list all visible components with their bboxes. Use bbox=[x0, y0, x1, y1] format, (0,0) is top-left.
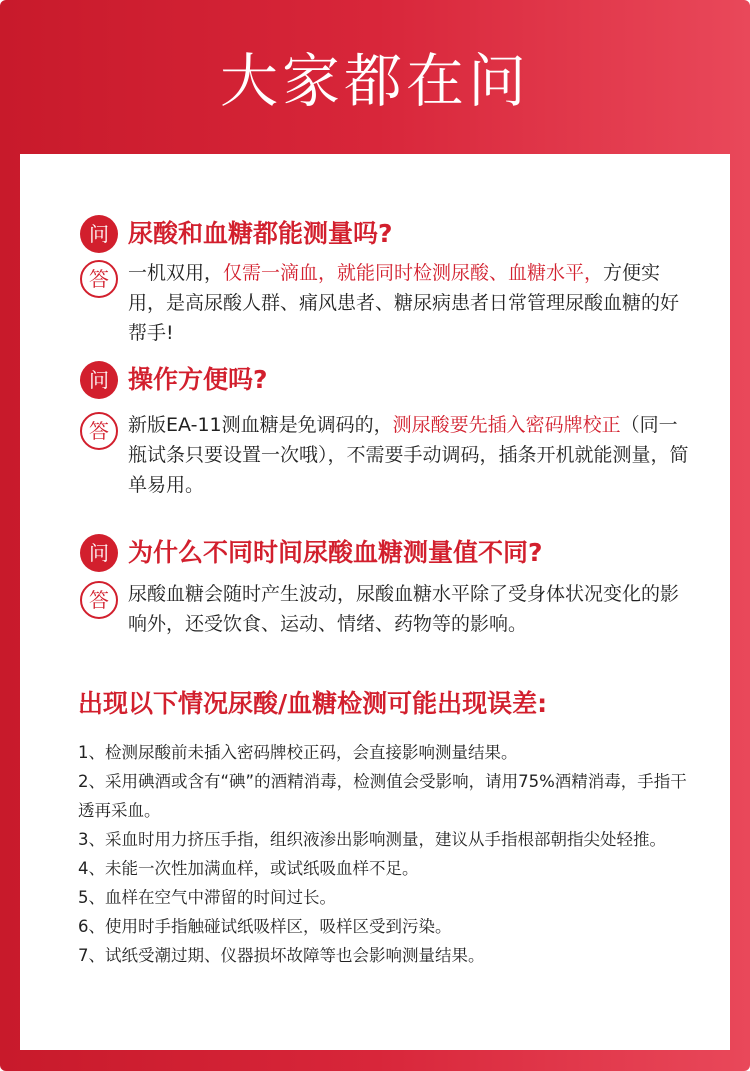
list-item: 2、采用碘酒或含有“碘”的酒精消毒，检测值会受影响，请用75%酒精消毒，手指干透再采血。 bbox=[78, 772, 687, 820]
list-item: 1、检测尿酸前未插入密码牌校正码，会直接影响测量结果。 bbox=[78, 743, 518, 762]
answer-row bbox=[20, 258, 730, 348]
question-icon: 问 bbox=[80, 361, 118, 399]
list-item: 7、试纸受潮过期、仪器损坏故障等也会影响测量结果。 bbox=[78, 946, 485, 965]
list-item: 3、采血时用力挤压手指，组织液渗出影响测量，建议从手指根部朝指尖处轻推。 bbox=[78, 830, 666, 849]
answer-part: 新版EA-11测血糖是免调码的， bbox=[128, 414, 393, 436]
answer-highlight: 测尿酸要先插入密码牌校正 bbox=[392, 414, 621, 436]
question-text: 尿酸和血糖都能测量吗? bbox=[128, 219, 393, 248]
question-text: 操作方便吗? bbox=[128, 365, 268, 394]
answer-part: 方便实用，是高尿酸人群、痛风患者、糖尿病患者日常管理尿酸血糖的好帮手! bbox=[128, 262, 680, 344]
answer-row bbox=[20, 410, 730, 500]
error-list bbox=[78, 738, 698, 970]
answer-text bbox=[128, 258, 690, 348]
question-row bbox=[20, 358, 730, 402]
answer-row bbox=[20, 579, 730, 639]
answer-highlight: 仅需一滴血，就能同时检测尿酸、血糖水平， bbox=[223, 262, 604, 284]
answer-icon: 答 bbox=[80, 260, 118, 298]
qa-item-1 bbox=[20, 212, 730, 348]
answer-part: 一机双用， bbox=[128, 262, 224, 284]
question-icon: 问 bbox=[80, 534, 118, 572]
answer-part: （同一瓶试条只要设置一次哦），不需要手动调码，插条开机就能测量，简单易用。 bbox=[128, 414, 689, 496]
list-item: 6、使用时手指触碰试纸吸样区，吸样区受到污染。 bbox=[78, 917, 452, 936]
question-row bbox=[20, 531, 730, 575]
answer-icon: 答 bbox=[80, 412, 118, 450]
error-section-title: 出现以下情况尿酸/血糖检测可能出现误差: bbox=[78, 689, 548, 718]
question-row bbox=[20, 212, 730, 256]
question-text: 为什么不同时间尿酸血糖测量值不同? bbox=[128, 538, 543, 567]
list-item: 5、血样在空气中滞留的时间过长。 bbox=[78, 888, 336, 907]
answer-text: 尿酸血糖会随时产生波动，尿酸血糖水平除了受身体状况变化的影响外，还受饮食、运动、情绪、药物等的影响。 bbox=[128, 583, 680, 635]
list-item: 4、未能一次性加满血样，或试纸吸血样不足。 bbox=[78, 859, 419, 878]
faq-card bbox=[20, 154, 730, 1050]
answer-icon: 答 bbox=[80, 581, 118, 619]
qa-item-3 bbox=[20, 531, 730, 639]
question-icon: 问 bbox=[80, 215, 118, 253]
page-title: 大家都在问 bbox=[219, 47, 530, 115]
answer-text bbox=[128, 410, 690, 500]
qa-item-2 bbox=[20, 358, 730, 500]
